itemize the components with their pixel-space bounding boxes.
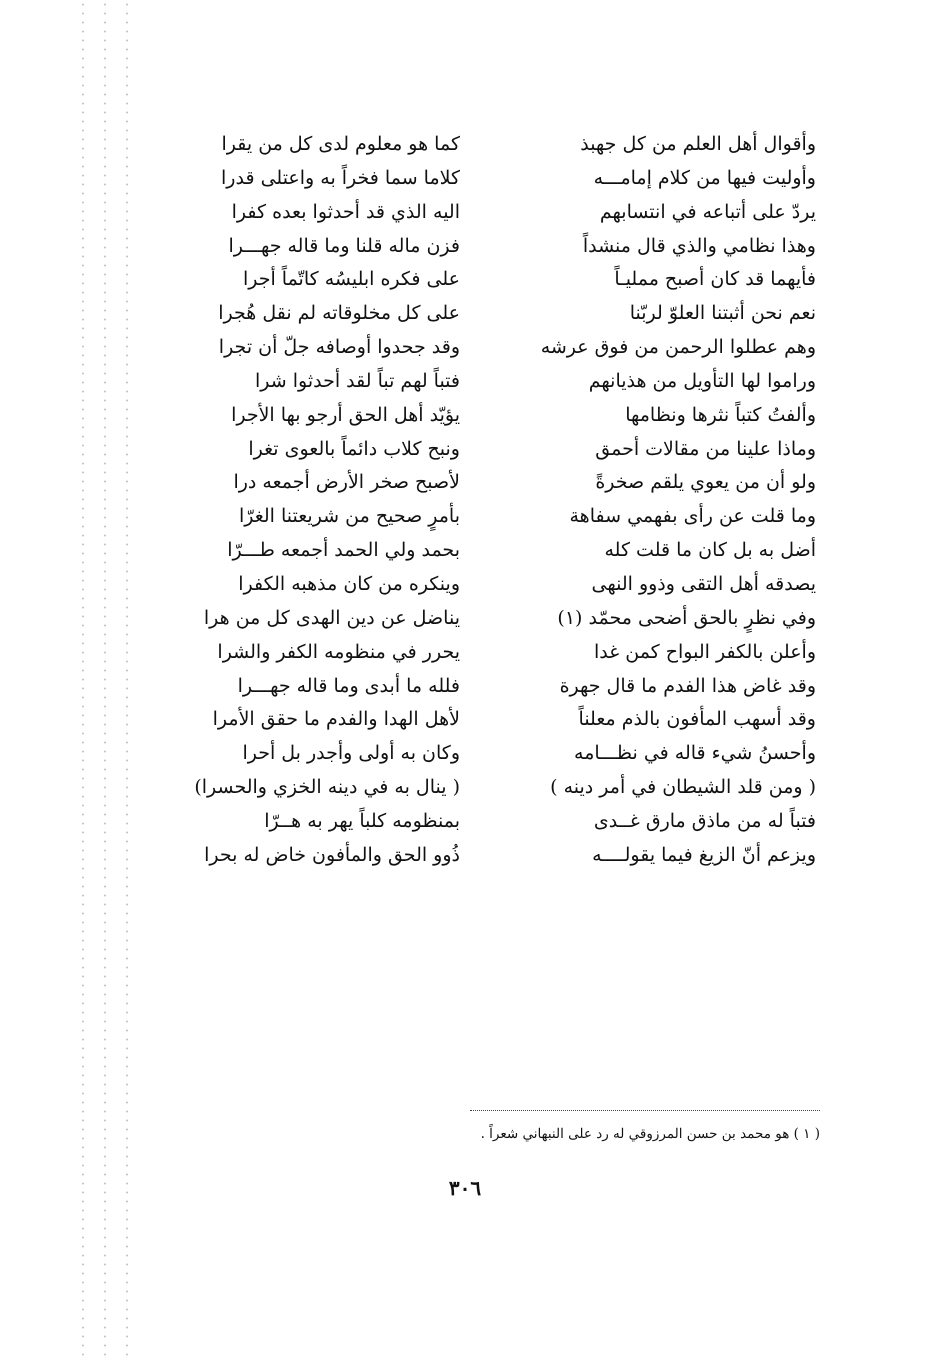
verse-line: بمنظومه كلباً يهر به هــرّا: [264, 809, 460, 832]
verse-line: يؤيّد أهل الحق أرجو بها الأجرا: [231, 403, 460, 426]
verse-line: وراموا لها التأويل من هذيانهم: [588, 369, 816, 392]
binding-dots: [72, 0, 142, 1357]
verse-line: يردّ على أتباعه في انتسابهم: [599, 200, 816, 223]
verse-line: ( ومن قلد الشيطان في أمر دينه ): [550, 776, 816, 799]
verse-line: كما هو معلوم لدى كل من يقرا: [221, 133, 460, 155]
verse-line: وقد غاض هذا الفدم ما قال جهرة: [559, 674, 816, 697]
verse-line: فلله ما أبدى وما قاله جهـــرا: [237, 674, 460, 697]
verse-line: وقد جحدوا أوصافه جلّ أن تجرا: [218, 336, 460, 359]
verse-line: على فكره ابليسُه كاتّماً أجرا: [242, 268, 460, 291]
verse-line: ونبح كلاب دائماً بالعوى تغرا: [248, 437, 460, 460]
verse-line: يصدقه أهل التقى وذوو النهى: [591, 572, 816, 595]
verse-line: وأعلن بالكفر البواح كمن غدا: [594, 640, 816, 663]
verse-line: وهم عطلوا الرحمن من فوق عرشه: [540, 336, 816, 359]
verse-line: ذُوو الحق والمأفون خاض له بحرا: [204, 843, 460, 866]
verse-line: فتباً له من ماذق مارق غــدى: [593, 809, 816, 832]
verse-line: وكان به أولى وأجدر بل أحرا: [242, 742, 460, 765]
verse-line: وأوليت فيها من كلام إمامـــه: [593, 166, 816, 189]
verse-line: اليه الذي قد أحدثوا بعده كفرا: [231, 200, 460, 223]
verse-line: وقد أسهب المأفون بالذم معلناً: [578, 708, 816, 731]
verse-line: وهذا نظامي والذي قال منشداً: [582, 234, 816, 257]
verse-line: فزن ماله قلنا وما قاله جهـــرا: [228, 234, 460, 257]
verse-line: وفي نظرٍ بالحق أضحى محمّد (١): [557, 606, 816, 629]
verse-line: وما قلت عن رأى بفهمي سفاهة: [569, 505, 816, 528]
verse-line: ولو أن من يعوي يلقم صخرةً: [595, 471, 816, 494]
verse-line: وألفتُ كتباً نثرها ونظامها: [625, 403, 816, 426]
verse-line: لأصبح صخر الأرض أجمعه درا: [233, 471, 460, 494]
verse-line: يناضل عن دين الهدى كل من هرا: [203, 606, 460, 629]
verse-line: لأهل الهدا والفدم ما حقق الأمرا: [212, 708, 460, 731]
verse-line: ويزعم أنّ الزيغ فيما يقولــــه: [592, 843, 816, 866]
poem-right-column: [486, 128, 816, 873]
verse-line: فتباً لهم تباً لقد أحدثوا شرا: [255, 369, 460, 392]
verse-line: أضل به بل كان ما قلت كله: [604, 539, 816, 562]
footnote: ( ١ ) هو محمد بن حسن المرزوقي له رد على النبهاني شعراً .: [480, 1126, 820, 1142]
footnote-divider: [470, 1110, 820, 1111]
verse-line: وماذا علينا من مقالات أحمق: [595, 437, 816, 460]
verse-line: وأحسنُ شيء قاله في نظـــامه: [574, 742, 816, 765]
poem-left-column: [160, 128, 460, 873]
verse-line: بأمرٍ صحيح من شريعتنا الغرّا: [238, 505, 460, 528]
verse-line: فأيهما قد كان أصبح ممليـاً: [614, 268, 816, 291]
page-number: ٣٠٦: [448, 1176, 482, 1200]
verse-line: يحرر في منظومه الكفر والشرا: [217, 640, 460, 663]
verse-line: نعم نحن أثبتنا العلوّ لربّنا: [629, 302, 816, 325]
verse-line: وينكره من كان مذهبه الكفرا: [238, 572, 460, 595]
verse-line: وأقوال أهل العلم من كل جهبذ: [580, 133, 816, 155]
verse-line: بحمد ولي الحمد أجمعه طـــرّا: [227, 539, 460, 562]
verse-line: ( ينال به في دينه الخزي والحسرا): [194, 776, 460, 799]
verse-line: على كل مخلوقاته لم نقل هُجرا: [218, 302, 460, 325]
verse-line: كلاما سما فخراً به واعتلى قدرا: [221, 166, 460, 189]
